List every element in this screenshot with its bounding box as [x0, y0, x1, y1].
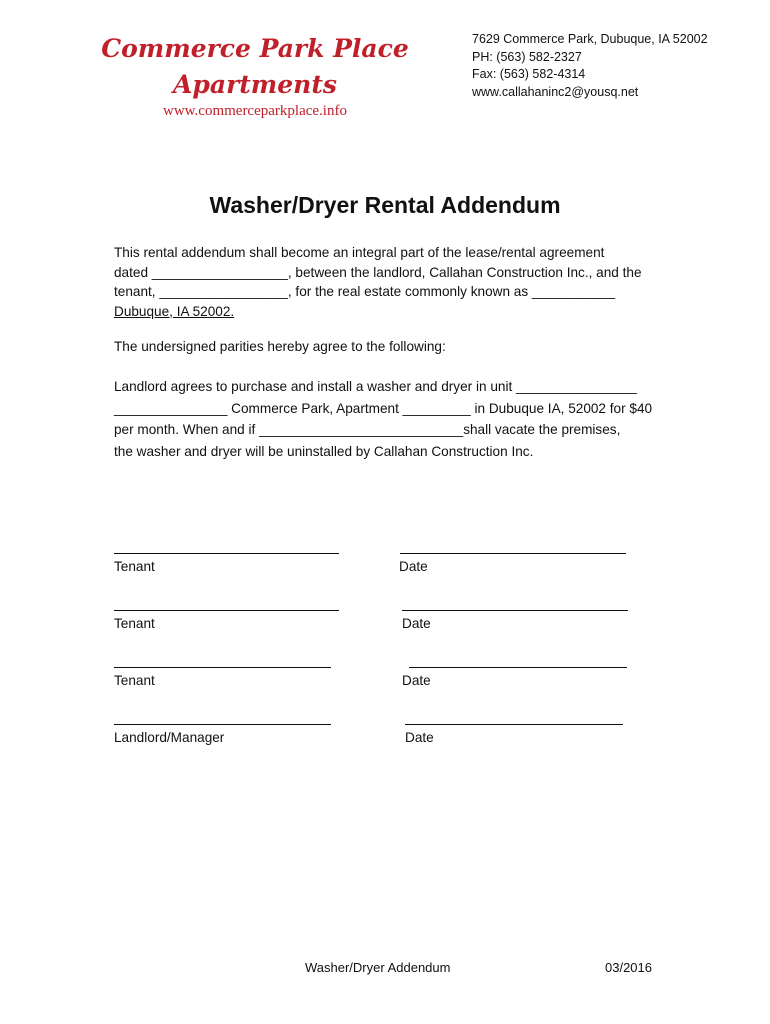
terms-paragraph	[114, 376, 652, 462]
date-label: Date	[402, 673, 431, 688]
paragraph-line: the washer and dryer will be uninstalled by Callahan Construction Inc.	[114, 443, 534, 459]
tenant-label: Tenant	[114, 673, 155, 688]
paragraph-line: Dubuque, IA 52002.	[114, 303, 235, 319]
paragraph-line: Landlord agrees to purchase and install a washer and dryer in unit ________________	[114, 379, 637, 394]
landlord-signature-line[interactable]	[114, 724, 331, 725]
paragraph-line: This rental addendum shall become an integral part of the lease/rental agreement	[114, 245, 605, 260]
contact-block	[472, 31, 708, 101]
agreement-paragraph	[114, 243, 642, 321]
email: www.callahaninc2@yousq.net	[472, 84, 639, 99]
tenant-signature-line[interactable]	[114, 667, 331, 668]
document-title: Washer/Dryer Rental Addendum	[209, 192, 561, 218]
tenant-label: Tenant	[114, 559, 155, 574]
phone: PH: (563) 582-2327	[472, 49, 582, 64]
tenant-label: Tenant	[114, 616, 155, 631]
date-signature-line[interactable]	[405, 724, 623, 725]
fax: Fax: (563) 582-4314	[472, 67, 586, 81]
logo-line-2: Apartments	[173, 70, 337, 99]
address: 7629 Commerce Park, Dubuque, IA 52002	[472, 32, 708, 46]
date-label: Date	[399, 559, 428, 574]
agreement-intro: The undersigned parities hereby agree to the following:	[114, 339, 446, 354]
tenant-signature-line[interactable]	[114, 553, 339, 554]
paragraph-line: dated __________________, between the landlord, Callahan Construction Inc., and the	[114, 264, 642, 280]
date-signature-line[interactable]	[402, 610, 628, 611]
footer-title: Washer/Dryer Addendum	[305, 960, 451, 975]
date-label: Date	[405, 730, 434, 745]
date-signature-line[interactable]	[409, 667, 627, 668]
landlord-label: Landlord/Manager	[114, 730, 225, 745]
paragraph-line: per month. When and if ___________________________shall vacate the premises,	[114, 422, 621, 437]
logo-line-1: Commerce Park Place	[101, 34, 409, 63]
date-label: Date	[402, 616, 431, 631]
footer-date: 03/2016	[605, 960, 652, 975]
paragraph-line: _______________ Commerce Park, Apartment _________ in Dubuque IA, 52002 for $40	[114, 400, 653, 416]
paragraph-line: tenant, _________________, for the real estate commonly known as ___________	[114, 284, 616, 299]
website-link[interactable]: www.commerceparkplace.info	[163, 103, 347, 119]
date-signature-line[interactable]	[400, 553, 626, 554]
tenant-signature-line[interactable]	[114, 610, 339, 611]
